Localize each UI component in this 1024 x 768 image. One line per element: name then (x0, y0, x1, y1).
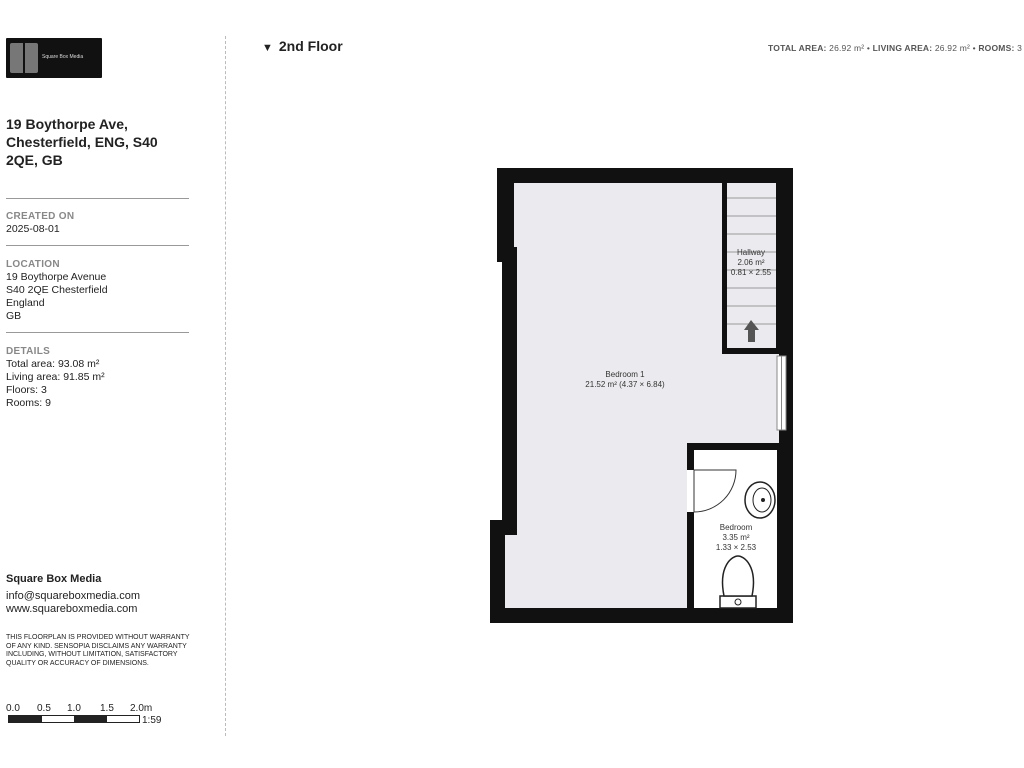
created-title: CREATED ON (6, 211, 75, 222)
scale-label: 0.0 (6, 703, 20, 714)
scale-label: 1.0 (67, 703, 81, 714)
logo-text: Square Box Media (42, 54, 84, 60)
separator: • (972, 43, 976, 53)
total-area-value: 26.92 m² (829, 43, 865, 53)
scale-label: 1.5 (100, 703, 114, 714)
floor-selector[interactable] (262, 38, 343, 54)
location-line: GB (6, 310, 22, 322)
separator: • (866, 43, 871, 53)
sidebar (0, 0, 226, 768)
hallway-dims: 0.81 × 2.55 (730, 268, 772, 277)
created-value: 2025-08-01 (6, 223, 60, 235)
hallway-area: 2.06 m² (737, 258, 765, 267)
divider (6, 245, 189, 246)
company-name: Square Box Media (6, 573, 102, 585)
location-line: S40 2QE Chesterfield (6, 284, 108, 296)
property-address: 19 Boythorpe Ave, Chesterfield, ENG, S40 2QE, GB (6, 116, 158, 168)
rooms-label: ROOMS: (978, 43, 1015, 53)
location-line: England (6, 297, 45, 309)
divider (6, 332, 189, 333)
hallway-name: Hallway (736, 248, 766, 257)
living-area-label: LIVING AREA: (872, 43, 933, 53)
location-block (6, 271, 108, 323)
rooms-value: 3 (1017, 43, 1022, 53)
company-email-link[interactable]: info@squareboxmedia.com (6, 590, 141, 602)
triangle-down-icon: ▼ (262, 42, 273, 54)
living-area-value: 26.92 m² (934, 43, 971, 53)
bedroom-dims: 1.33 × 2.53 (715, 543, 757, 552)
logo-mark-icon (10, 43, 38, 73)
details-floors: Floors: 3 (6, 384, 47, 396)
total-area-label: TOTAL AREA: (768, 43, 827, 53)
sidebar-divider (225, 36, 226, 736)
location-line: 19 Boythorpe Avenue (6, 271, 107, 283)
company-logo[interactable] (6, 38, 102, 78)
company-website-link[interactable]: www.squareboxmedia.com (6, 603, 138, 615)
details-total-area: Total area: 93.08 m² (6, 358, 100, 370)
bedroom1-name: Bedroom 1 (605, 370, 645, 379)
floor-plan[interactable] (480, 160, 800, 630)
company-contact (6, 590, 140, 616)
details-rooms: Rooms: 9 (6, 397, 51, 409)
bedroom-area: 3.35 m² (722, 533, 750, 542)
sink-icon (745, 482, 775, 518)
divider (6, 198, 189, 199)
location-title: LOCATION (6, 259, 60, 270)
bedroom1-area: 21.52 m² (4.37 × 6.84) (585, 380, 665, 389)
scale-bar (8, 715, 140, 723)
details-living-area: Living area: 91.85 m² (6, 371, 105, 383)
disclaimer: THIS FLOORPLAN IS PROVIDED WITHOUT WARRANTY OF ANY KIND. SENSOPIA DISCLAIMS ANY WARRANTY INCLUDING, WITHOUT LIMITATION, SATISFACTORY QUALITY OR ACCURACY OF DIMENSIONS. (6, 634, 190, 667)
floor-totals (768, 43, 1022, 53)
floor-name: 2nd Floor (278, 38, 343, 54)
scale-label: 2.0m (130, 703, 153, 714)
details-block (6, 358, 105, 410)
bedroom-name: Bedroom (719, 523, 753, 532)
scale-ratio: 1:59 (142, 715, 162, 726)
scale-label: 0.5 (37, 703, 51, 714)
details-title: DETAILS (6, 346, 51, 357)
